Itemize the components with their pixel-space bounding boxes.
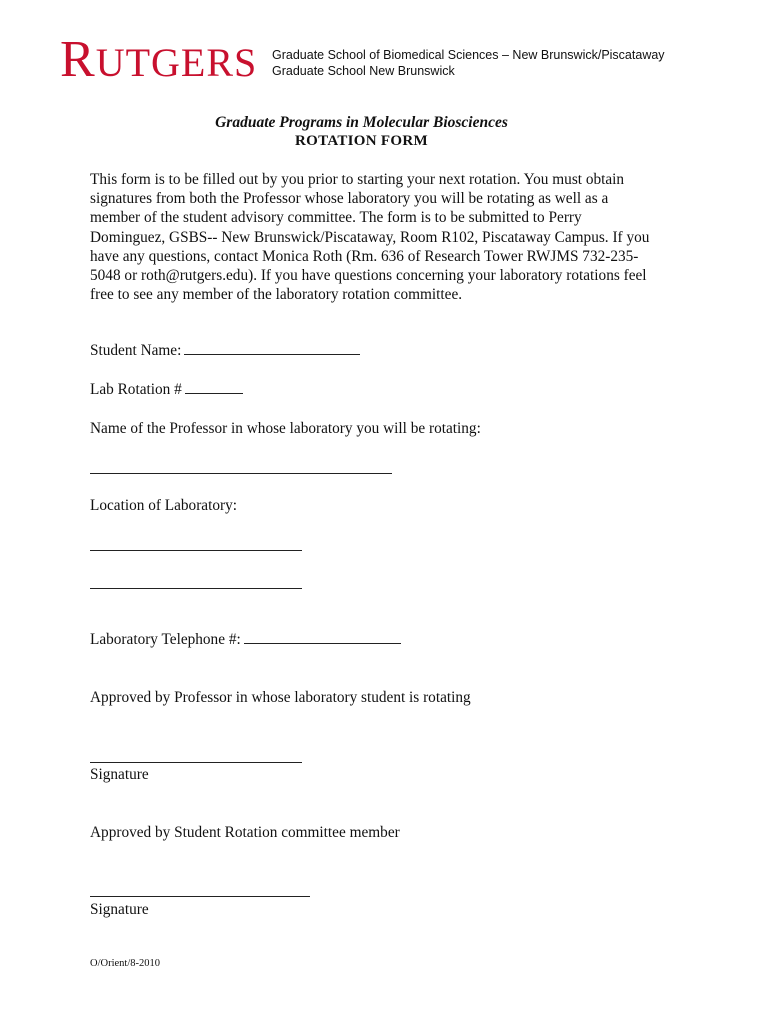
form-code: O/Orient/8-2010: [90, 958, 160, 969]
form-title: ROTATION FORM: [295, 133, 428, 149]
approved-committee-label: Approved by Student Rotation committee member: [90, 824, 400, 841]
school-header: [272, 47, 665, 79]
lab-rotation-row: [90, 381, 243, 399]
student-name-field[interactable]: [184, 353, 360, 355]
professor-name-label: Name of the Professor in whose laboratory you will be rotating:: [90, 420, 481, 437]
telephone-field[interactable]: [244, 642, 401, 644]
telephone-label: Laboratory Telephone #:: [90, 631, 241, 648]
signature-label-1: Signature: [90, 766, 149, 783]
location-field-line-2[interactable]: [90, 588, 302, 589]
telephone-row: [90, 631, 401, 649]
professor-name-field[interactable]: [90, 473, 392, 474]
lab-rotation-label: Lab Rotation #: [90, 381, 182, 398]
intro-paragraph: This form is to be filled out by you prior to starting your next rotation. You must obtain signatures from both the Professor whose laboratory you will be rotating as well as a member of the student advisory committee. The form is to be submitted to Perry Dominguez, GSBS-- New Brunswick/Piscataway, Room R102, Piscataway Campus. If you have any questions, contact Monica Roth (Rm. 636 of Research Tower RWJMS 732-235-5048 or roth@rutgers.edu). If you have questions concerning your laboratory rotations feel free to see any member of the laboratory rotation committee.: [90, 171, 650, 304]
student-name-row: [90, 342, 360, 360]
school-line-2: Graduate School New Brunswick: [272, 64, 455, 78]
program-title: Graduate Programs in Molecular Biosciences: [215, 114, 508, 131]
school-line-1: Graduate School of Biomedical Sciences – New Brunswick/Piscataway: [272, 48, 665, 62]
lab-rotation-field[interactable]: [185, 392, 243, 394]
signature-label-2: Signature: [90, 901, 149, 918]
location-label: Location of Laboratory:: [90, 497, 237, 514]
student-name-label: Student Name:: [90, 342, 182, 359]
approved-professor-label: Approved by Professor in whose laboratory student is rotating: [90, 689, 471, 706]
location-field-line-1[interactable]: [90, 550, 302, 551]
committee-signature-field[interactable]: [90, 896, 310, 897]
rutgers-logo: RUTGERS: [60, 31, 258, 88]
professor-signature-field[interactable]: [90, 762, 302, 763]
